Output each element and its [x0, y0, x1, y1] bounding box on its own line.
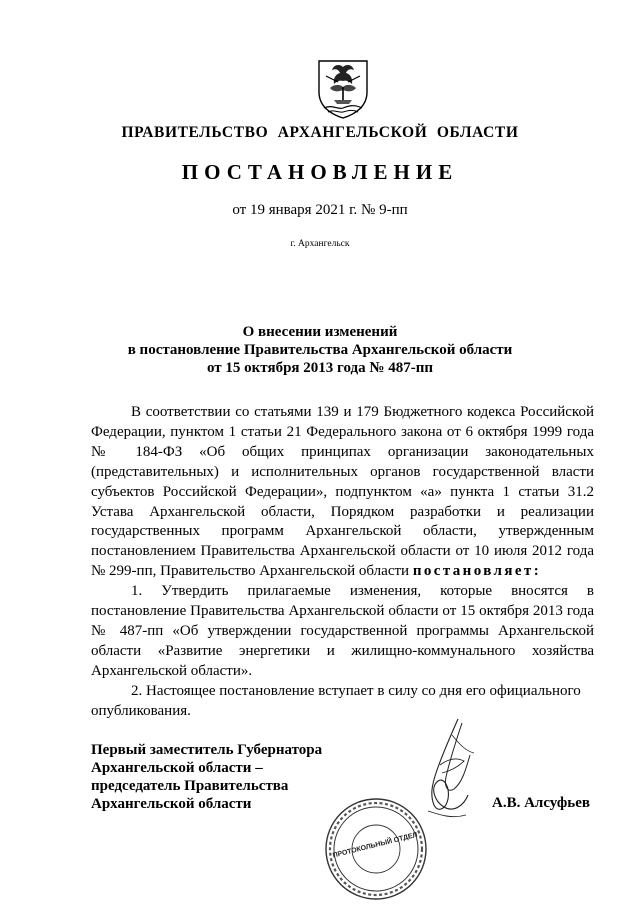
- signatory-position: [91, 741, 322, 813]
- official-stamp: [322, 795, 430, 903]
- government-title: ПРАВИТЕЛЬСТВО АРХАНГЕЛЬСКОЙ ОБЛАСТИ: [121, 124, 519, 141]
- item-2-paragraph: 2. Настоящее постановление вступает в силу со дня его официального опубликования.: [91, 682, 581, 719]
- document-type: ПОСТАНОВЛЕНИЕ: [181, 160, 459, 184]
- preamble-paragraph: [91, 403, 594, 582]
- signatory-position-line: Первый заместитель Губернатора: [91, 742, 323, 758]
- signatory-name: А.В. Алсуфьев: [492, 795, 590, 811]
- subject-line: от 15 октября 2013 года № 487-пп: [206, 360, 433, 376]
- subject-line: О внесении изменений: [242, 324, 398, 340]
- stamp-center-text: ПРОТОКОЛЬНЫЙ ОТДЕЛ: [332, 831, 419, 860]
- resolves-word: постановляет:: [412, 563, 542, 580]
- preamble-text: В соответствии со статьями 139 и 179 Бюджетного кодекса Российской Федерации, пунктом 1 статьи 21 Федерального закона от 6 октября 1999 года № 184-ФЗ «Об общих принципах организации законодательных (представительных) и исполнительных органов государственной власти субъектов Российской Федерации», подпунктом «а» пункта 1 статьи 31.2 Устава Архангельской области, Порядком разработки и реализации государственных программ Архангельской области, утвержденным постановлением Правительства Архангельской области от 10 июля 2012 года № 299-пп, Правительство Архангельской области: [91, 404, 594, 580]
- item-1-paragraph: 1. Утвердить прилагаемые изменения, которые вносятся в постановление Правительства Архангельской области от 15 октября 2013 года № 487-пп «Об утверждении государственной программы Архангельской области «Развитие энергетики и жилищно-коммунального хозяйства Архангельской области».: [91, 583, 594, 679]
- document-body: [91, 403, 594, 722]
- document-date-number: от 19 января 2021 г. № 9-пп: [232, 202, 408, 218]
- signatory-position-line: Архангельской области –: [91, 760, 263, 776]
- document-subject: [0, 323, 640, 377]
- signatory-position-line: Архангельской области: [91, 796, 252, 812]
- document-city: г. Архангельск: [290, 239, 350, 249]
- subject-line: в постановление Правительства Архангельской области: [127, 342, 513, 358]
- coat-of-arms-icon: [316, 58, 370, 120]
- signatory-position-line: председатель Правительства: [91, 778, 289, 794]
